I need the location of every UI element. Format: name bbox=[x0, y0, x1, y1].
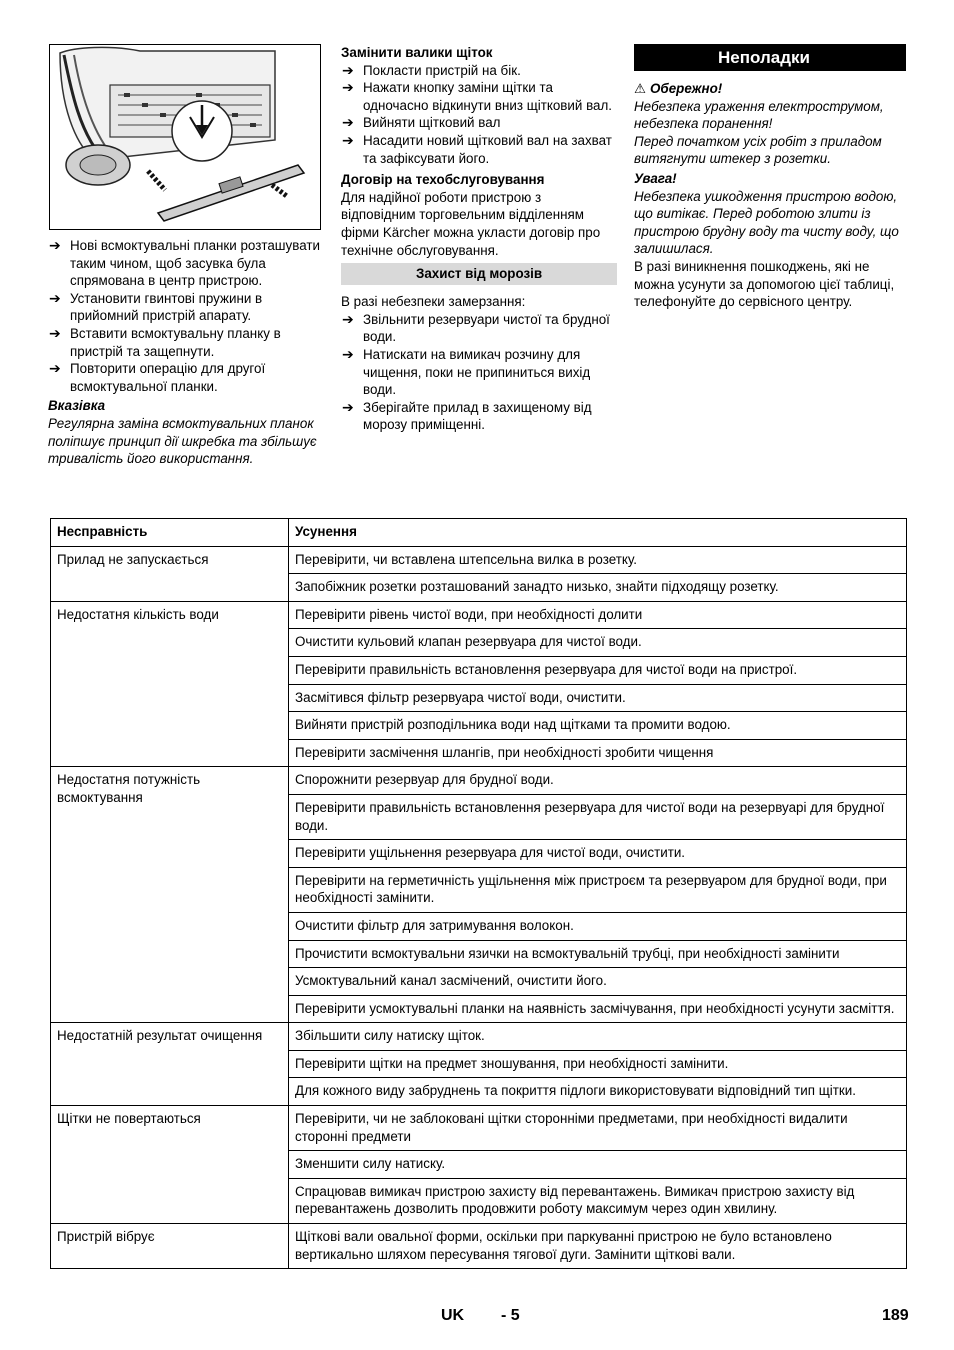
step-text: Покласти пристрій на бік. bbox=[363, 62, 521, 78]
fault-cell: Пристрій вібрує bbox=[51, 1224, 289, 1269]
step-text: Нажати кнопку заміни щітки та одночасно відкинути вниз щітковий вал. bbox=[363, 80, 613, 113]
step-text: Вийняти щітковий вал bbox=[363, 115, 501, 131]
step-text: Зберігайте прилад в захищеному від морозу приміщенні. bbox=[363, 399, 592, 433]
list-item bbox=[48, 325, 320, 360]
column-left bbox=[48, 44, 320, 468]
table-header-row bbox=[51, 519, 907, 547]
list-item bbox=[48, 237, 320, 290]
fix-cell: Перевірити усмоктувальні планки на наявність засмічування, при необхідності усунути засміття. bbox=[289, 995, 907, 1023]
fix-cell: Вийняти пристрій розподільника води над щітками та промити водою. bbox=[289, 712, 907, 740]
fix-cell: Спорожнити резервуар для брудної води. bbox=[289, 767, 907, 795]
list-item bbox=[341, 399, 617, 434]
column-header-fault: Несправність bbox=[51, 519, 289, 547]
list-item bbox=[341, 346, 617, 399]
arrow-icon: ➔ bbox=[342, 131, 354, 148]
troubleshooting-table bbox=[50, 518, 907, 1269]
fault-cell: Недостатня кількість води bbox=[51, 601, 289, 767]
service-text: В разі виникнення пошкоджень, які не можна усунути за допомогою цієї таблиці, телефонуйте до сервісного центру. bbox=[634, 258, 895, 310]
step-text: Насадити новий щітковий вал на захват та зафіксувати його. bbox=[363, 132, 612, 166]
list-item bbox=[341, 114, 617, 132]
fix-cell: Перевірити правильність встановлення резервуара для чистої води на пристрої. bbox=[289, 656, 907, 684]
table-row bbox=[51, 767, 907, 795]
fix-cell: Перевірити рівень чистої води, при необхідності долити bbox=[289, 601, 907, 629]
fault-cell: Щітки не повертаються bbox=[51, 1106, 289, 1224]
device-drawing bbox=[50, 45, 320, 229]
fix-cell: Перевірити, чи не заблоковані щітки сторонніми предметами, при необхідності видалити сторонні предмети bbox=[289, 1106, 907, 1151]
caution-text: Небезпека ураження електрострумом, небезпека поранення! bbox=[634, 98, 884, 132]
table-row bbox=[51, 1106, 907, 1151]
arrow-icon: ➔ bbox=[49, 324, 61, 341]
fix-cell: Перевірити ущільнення резервуара для чистої води, очистити. bbox=[289, 840, 907, 868]
fix-cell: Засмітився фільтр резервуара чистої води, очистити. bbox=[289, 684, 907, 712]
arrow-icon: ➔ bbox=[342, 114, 354, 131]
troubleshooting-heading: Неполадки bbox=[634, 44, 906, 71]
step-text: Натискати на вимикач розчину для чищення, поки не припиниться вихід води. bbox=[363, 346, 591, 398]
step-text: Нові всмоктувальні планки розташувати таким чином, щоб засувка була спрямована в центр пристрою. bbox=[70, 238, 320, 289]
fault-cell: Прилад не запускається bbox=[51, 546, 289, 601]
attention-text: Небезпека ушкодження пристрою водою, що витікає. Перед роботою злити із пристрою брудну воду та чисту воду, що залишилася. bbox=[634, 188, 899, 257]
note-heading: Вказівка bbox=[48, 398, 106, 414]
step-text: Вставити всмоктувальну планку в пристрій та защепнути. bbox=[70, 325, 281, 359]
frost-intro-text: В разі небезпеки замерзання: bbox=[341, 294, 526, 310]
fix-cell: Спрацював вимикач пристрою захисту від перевантажень. Вимикач пристрою захисту від перевантажень дозволить продовжити роботу максимум через один хвилину. bbox=[289, 1178, 907, 1223]
column-right bbox=[634, 44, 906, 311]
fix-cell: Усмоктувальний канал засмічений, очистити його. bbox=[289, 968, 907, 996]
caution-heading bbox=[634, 80, 906, 98]
arrow-icon: ➔ bbox=[342, 79, 354, 96]
list-item bbox=[48, 360, 320, 395]
column-header-fix: Усунення bbox=[289, 519, 907, 547]
page-number: 189 bbox=[882, 1307, 909, 1324]
table-row bbox=[51, 1023, 907, 1051]
table-row bbox=[51, 1224, 907, 1269]
fix-cell: Запобіжник розетки розташований занадто низько, знайти підходящу розетку. bbox=[289, 574, 907, 602]
replace-brush-heading: Замінити валики щіток bbox=[341, 45, 493, 60]
fix-cell: Очистити фільтр для затримування волокон. bbox=[289, 912, 907, 940]
fix-cell: Щіткові вали овальної форми, оскільки при паркуванні пристрою не було встановлено вертикально шляхом пересування тягової дуги. Замінити щіткові вали. bbox=[289, 1224, 907, 1269]
fix-cell: Перевірити, чи вставлена штепсельна вилка в розетку. bbox=[289, 546, 907, 574]
fix-cell: Очистити кульовий клапан резервуара для чистої води. bbox=[289, 629, 907, 657]
list-item bbox=[48, 290, 320, 325]
table-row bbox=[51, 601, 907, 629]
fix-cell: Перевірити правильність встановлення резервуара для чистої води на резервуарі для брудної води. bbox=[289, 794, 907, 839]
step-text: Установити гвинтові пружини в прийомний пристрій апарату. bbox=[70, 290, 263, 324]
list-item bbox=[341, 311, 617, 346]
arrow-icon: ➔ bbox=[342, 398, 354, 415]
fault-cell: Недостатній результат очищення bbox=[51, 1023, 289, 1106]
frost-protection-heading: Захист від морозів bbox=[341, 263, 617, 285]
fix-cell: Перевірити на герметичність ущільнення між пристроєм та резервуаром для брудної води, при необхідності замінити. bbox=[289, 867, 907, 912]
squeegee-illustration bbox=[49, 44, 321, 230]
maintenance-contract-text: Для надійної роботи пристрою з відповідним торговельним відділенням фірми Kärcher можна укласти договір про технічне обслуговування. bbox=[341, 189, 601, 258]
warning-triangle-icon: ⚠ bbox=[634, 81, 647, 96]
arrow-icon: ➔ bbox=[49, 237, 61, 253]
list-item bbox=[341, 132, 617, 167]
fix-cell: Прочистити всмоктувальни язички на всмоктувальній трубці, при необхідності замінити bbox=[289, 940, 907, 968]
fix-cell: Для кожного виду забруднень та покриття підлоги використовувати відповідний тип щітки. bbox=[289, 1078, 907, 1106]
fix-cell: Збільшити силу натиску щіток. bbox=[289, 1023, 907, 1051]
fix-cell: Зменшити силу натиску. bbox=[289, 1151, 907, 1179]
caution-text: Перед початком усіх робіт з приладом витягнути штекер з розетки. bbox=[634, 133, 882, 167]
fault-cell: Недостатня потужність всмоктування bbox=[51, 767, 289, 1023]
arrow-icon: ➔ bbox=[342, 310, 354, 327]
maintenance-contract-heading: Договір на техобслуговування bbox=[341, 172, 545, 188]
step-text: Звільнити резервуари чистої та брудної води. bbox=[363, 311, 610, 345]
note-text: Регулярна заміна всмоктувальних планок поліпшує принцип дії шкребка та збільшує тривалість його використання. bbox=[48, 415, 317, 467]
caution-label: Обережно! bbox=[650, 81, 723, 96]
table-row bbox=[51, 546, 907, 574]
fix-cell: Перевірити засмічення шлангів, при необхідності зробити чищення bbox=[289, 739, 907, 767]
footer-language: UK bbox=[441, 1307, 465, 1324]
arrow-icon: ➔ bbox=[49, 289, 61, 306]
arrow-icon: ➔ bbox=[49, 360, 61, 377]
list-item bbox=[341, 79, 617, 114]
step-text: Повторити операцію для другої всмоктувальної планки. bbox=[70, 361, 266, 394]
footer-section-number: - 5 bbox=[501, 1307, 520, 1324]
arrow-icon: ➔ bbox=[342, 345, 354, 362]
fix-cell: Перевірити щітки на предмет зношування, при необхідності замінити. bbox=[289, 1050, 907, 1078]
list-item bbox=[341, 62, 617, 80]
column-middle bbox=[341, 44, 617, 434]
attention-heading: Увага! bbox=[634, 170, 677, 186]
arrow-icon: ➔ bbox=[342, 61, 354, 78]
